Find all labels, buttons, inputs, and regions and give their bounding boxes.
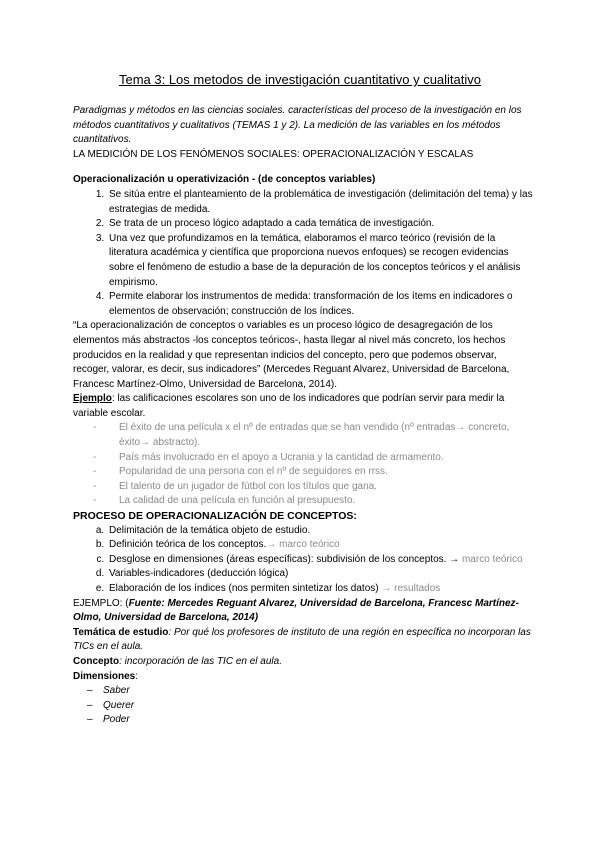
dimensiones-list: [73, 684, 533, 728]
list-item: d. Variables-indicadores (deducción lógica): [107, 567, 533, 582]
list-item: e. Elaboración de los índices (nos permiten sintetizar los datos) → resultados: [107, 582, 533, 597]
tematica-label: Temática de estudio: [73, 626, 169, 638]
list-item: a. Delimitación de la temática objeto de estudio.: [107, 524, 533, 539]
step-note: → marco teórico: [266, 539, 340, 551]
dimensiones-line: Dimensiones:: [73, 670, 139, 682]
list-item: c. Desglose en dimensiones (áreas específicas): subdivisión de los conceptos. → marco teórico: [107, 553, 533, 568]
intro-paragraph: Paradigmas y métodos en las ciencias sociales. características del proceso de la investigación en los métodos cuantitativos y cualitativos (TEMAS 1 y 2). La medición de las variables en los métodos cuantitativos.: [73, 105, 522, 146]
page-title: Tema 3: Los metodos de investigación cuantitativo y cualitativo: [118, 72, 482, 87]
section-subtitle: LA MEDICIÓN DE LOS FENÓMENOS SOCIALES: OPERACIONALIZACIÓN Y ESCALAS: [73, 148, 474, 160]
process-steps-list: [73, 524, 533, 597]
step-note: marco teórico: [461, 553, 523, 565]
list-item: 1. Se sitúa entre el planteamiento de la problemática de investigación (delimitación del tema) y las estrategias de medida.: [107, 188, 533, 217]
list-item: - País más involucrado en el apoyo a Ucrania y la cantidad de armamento.: [107, 451, 533, 466]
operationalization-heading: Operacionalización u operativización - (de conceptos variables): [73, 174, 376, 186]
tematica-line: [73, 626, 533, 655]
concepto-line: [73, 655, 533, 670]
ejemplo-source-line: EJEMPLO: (Fuente: Mercedes Reguant Alvarez, Universidad de Barcelona, Francesc Martínez-Olmo, Universidad de Barcelona, 2014): [73, 597, 519, 624]
list-item: - La calidad de una película en función al presupuesto.: [107, 494, 533, 509]
definition-quote: “La operacionalización de conceptos o variables es un proceso lógico de desagregación de los elementos más abstractos -los conceptos teóricos-, hasta llegar al nivel más concreto, los hechos producidos en la realidad y que representan indicios del concepto, pero que podemos observar, recoger, valorar, es decir, sus indicadores” (Mercedes Reguant Alvarez, Universidad de Barcelona, Francesc Martínez-Olmo, Universidad de Barcelona, 2014).: [73, 320, 510, 390]
list-item: – Saber: [91, 684, 533, 699]
list-item: - Popularidad de una persona con el nº de seguidores en rrss.: [107, 465, 533, 480]
list-item: - El éxito de una película x el nº de entradas que se han vendido (nº entradas→ concreto, éxito→ abstracto).: [107, 421, 533, 450]
ejemplo-source: Fuente: Mercedes Reguant Alvarez, Universidad de Barcelona, Francesc Martínez-Olmo, Universidad de Barcelona, 2014): [73, 597, 519, 624]
example-text: : las calificaciones escolares son uno de los indicadores que podrían servir para medir la variable escolar.: [73, 393, 505, 419]
example-list: [73, 421, 533, 509]
list-item: 2. Se trata de un proceso lógico adaptado a cada temática de investigación.: [107, 217, 533, 232]
list-item: 3. Una vez que profundizamos en la temática, elaboramos el marco teórico (revisión de la literatura académica y científica que proporciona nuevos enfoques) se recogen evidencias sobre el fenómeno de estudio a base de la depuración de los conceptos teóricos y el análisis empirismo.: [107, 232, 533, 290]
list-item: b. Definición teórica de los conceptos.→ marco teórico: [107, 538, 533, 553]
list-item: – Poder: [91, 713, 533, 728]
example-label: Ejemplo: [73, 393, 112, 405]
operationalization-list: [73, 188, 533, 319]
list-item: 4. Permite elaborar los instrumentos de medida: transformación de los ítems en indicadores o elementos de observación; construcción de los índices.: [107, 290, 533, 319]
document-body: [73, 104, 533, 728]
concepto-value: : incorporación de las TIC en el aula.: [119, 655, 282, 667]
list-item: - El talento de un jugador de fútbol con los títulos que gana.: [107, 480, 533, 495]
concepto-label: Concepto: [73, 655, 120, 667]
tematica-value: : Por qué los profesores de instituto de una región en específica no incorporan las TICs en el aula.: [73, 626, 531, 653]
example-paragraph: [73, 392, 533, 421]
dimensiones-label: Dimensiones: [73, 670, 136, 682]
step-note: → resultados: [381, 583, 441, 594]
list-item: – Querer: [91, 699, 533, 714]
process-heading: PROCESO DE OPERACIONALIZACIÓN DE CONCEPTOS:: [73, 510, 357, 523]
